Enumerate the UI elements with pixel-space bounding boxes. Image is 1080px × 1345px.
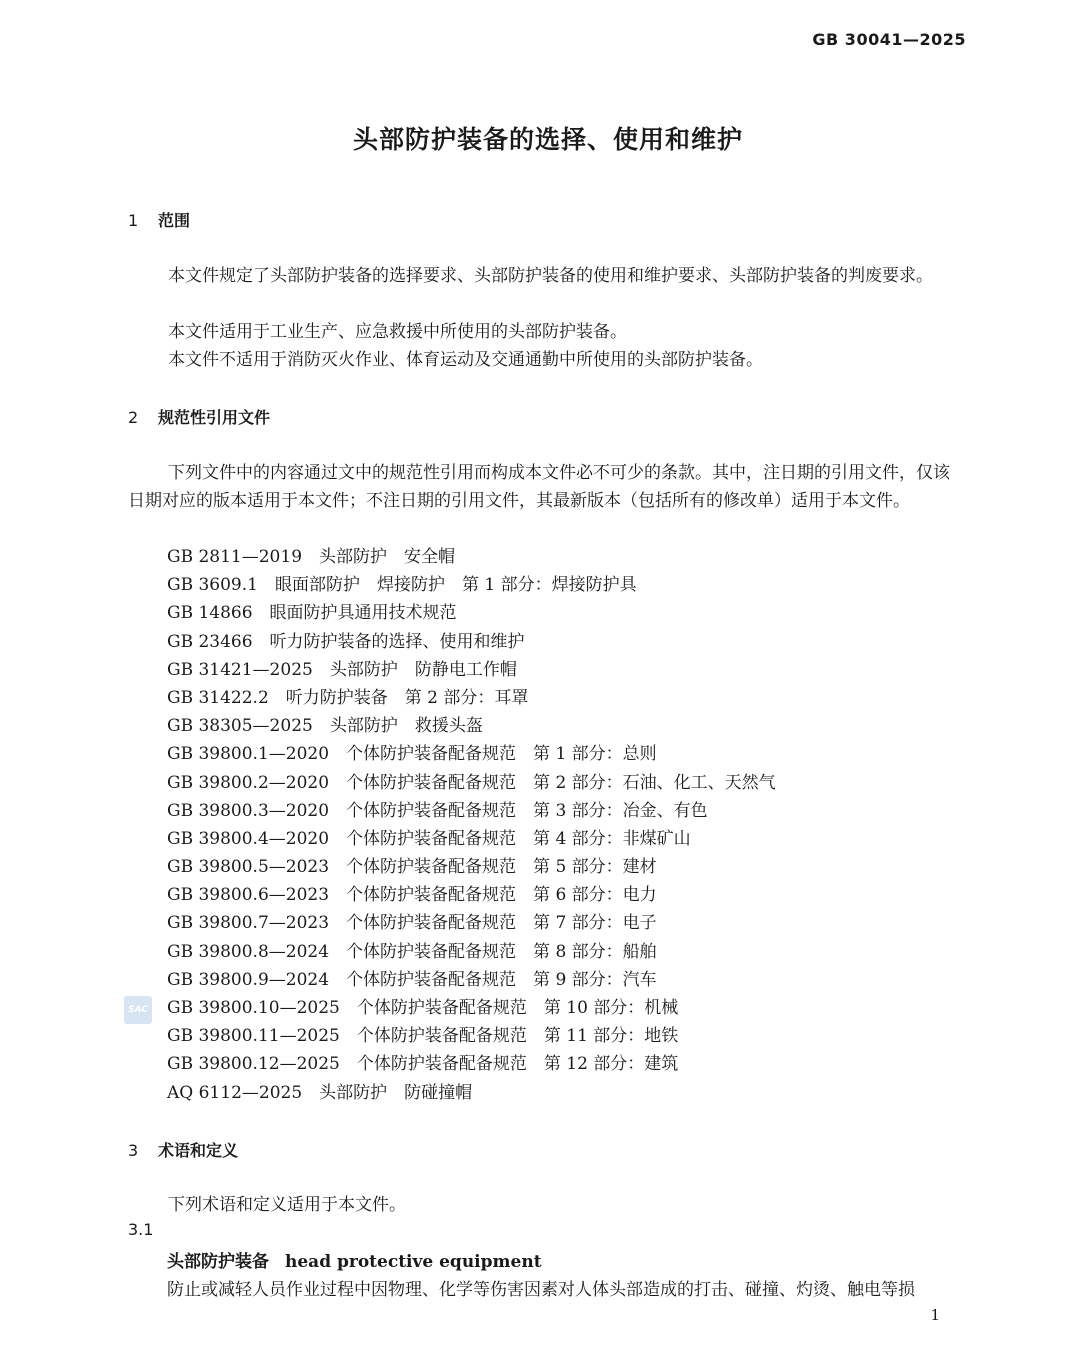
term-name-en: head protective equipment: [285, 1252, 542, 1272]
reference-item: GB 39800.12—2025 个体防护装备配备规范 第 12 部分：建筑: [167, 1054, 679, 1075]
paragraph: 本文件适用于工业生产、应急救援中所使用的头部防护装备。: [168, 322, 627, 342]
term-definition: 防止或减轻人员作业过程中因物理、化学等伤害因素对人体头部造成的打击、碰撞、灼烫、触电等损: [167, 1280, 915, 1300]
reference-item: GB 39800.3—2020 个体防护装备配备规范 第 3 部分：冶金、有色: [167, 800, 708, 821]
reference-item: AQ 6112—2025 头部防护 防碰撞帽: [167, 1082, 473, 1103]
term-name: [167, 1248, 542, 1276]
reference-item: GB 23466 听力防护装备的选择、使用和维护: [167, 631, 525, 652]
reference-item: GB 39800.6—2023 个体防护装备配备规范 第 6 部分：电力: [167, 885, 657, 906]
section-number: 3: [128, 1141, 139, 1160]
reference-item: GB 39800.8—2024 个体防护装备配备规范 第 8 部分：船舶: [167, 941, 657, 962]
reference-item: GB 39800.11—2025 个体防护装备配备规范 第 11 部分：地铁: [167, 1026, 679, 1047]
reference-item: GB 3609.1 眼面部防护 焊接防护 第 1 部分：焊接防护具: [167, 575, 637, 596]
reference-item: GB 39800.1—2020 个体防护装备配备规范 第 1 部分：总则: [167, 744, 657, 765]
reference-list: [167, 543, 776, 1107]
reference-item: GB 39800.5—2023 个体防护装备配备规范 第 5 部分：建材: [167, 857, 657, 878]
reference-item: GB 39800.9—2024 个体防护装备配备规范 第 9 部分：汽车: [167, 969, 657, 990]
page-number: 1: [930, 1306, 940, 1324]
paragraph: 本文件规定了头部防护装备的选择要求、头部防护装备的使用和维护要求、头部防护装备的判废要求。: [168, 266, 933, 286]
section-2-heading: [128, 405, 270, 428]
reference-item: GB 39800.4—2020 个体防护装备配备规范 第 4 部分：非煤矿山: [167, 828, 691, 849]
section-1-heading: [128, 208, 190, 231]
reference-item: GB 14866 眼面防护具通用技术规范: [167, 603, 457, 624]
standard-number: GB 30041—2025: [812, 30, 966, 49]
paragraph: 下列术语和定义适用于本文件。: [168, 1195, 406, 1215]
reference-item: GB 31421—2025 头部防护 防静电工作帽: [167, 659, 517, 680]
reference-item: GB 39800.2—2020 个体防护装备配备规范 第 2 部分：石油、化工、天然气: [167, 772, 776, 793]
section-number: 2: [128, 408, 139, 427]
paragraph: 下列文件中的内容通过文中的规范性引用而构成本文件必不可少的条款。其中，注日期的引用文件，仅该日期对应的版本适用于本文件；不注日期的引用文件，其最新版本（包括所有的修改单）适用于本文件。: [128, 463, 950, 511]
section-title: 规范性引用文件: [158, 408, 271, 427]
term-number: 3.1: [128, 1220, 154, 1239]
document-title: 头部防护装备的选择、使用和维护: [352, 125, 743, 154]
reference-item: GB 39800.7—2023 个体防护装备配备规范 第 7 部分：电子: [167, 913, 657, 934]
sac-watermark-logo: SAC: [124, 996, 152, 1024]
paragraph: 本文件不适用于消防灭火作业、体育运动及交通通勤中所使用的头部防护装备。: [168, 350, 763, 370]
section-3-heading: [128, 1138, 238, 1161]
section-title: 术语和定义: [158, 1141, 239, 1160]
section-number: 1: [128, 211, 139, 230]
reference-item: GB 39800.10—2025 个体防护装备配备规范 第 10 部分：机械: [167, 998, 679, 1018]
reference-item: GB 38305—2025 头部防护 救援头盔: [167, 716, 483, 737]
reference-item: GB 31422.2 听力防护装备 第 2 部分：耳罩: [167, 687, 529, 708]
term-name-cn: 头部防护装备: [167, 1252, 269, 1272]
reference-item: GB 2811—2019 头部防护 安全帽: [167, 547, 456, 567]
section-title: 范围: [158, 211, 191, 230]
